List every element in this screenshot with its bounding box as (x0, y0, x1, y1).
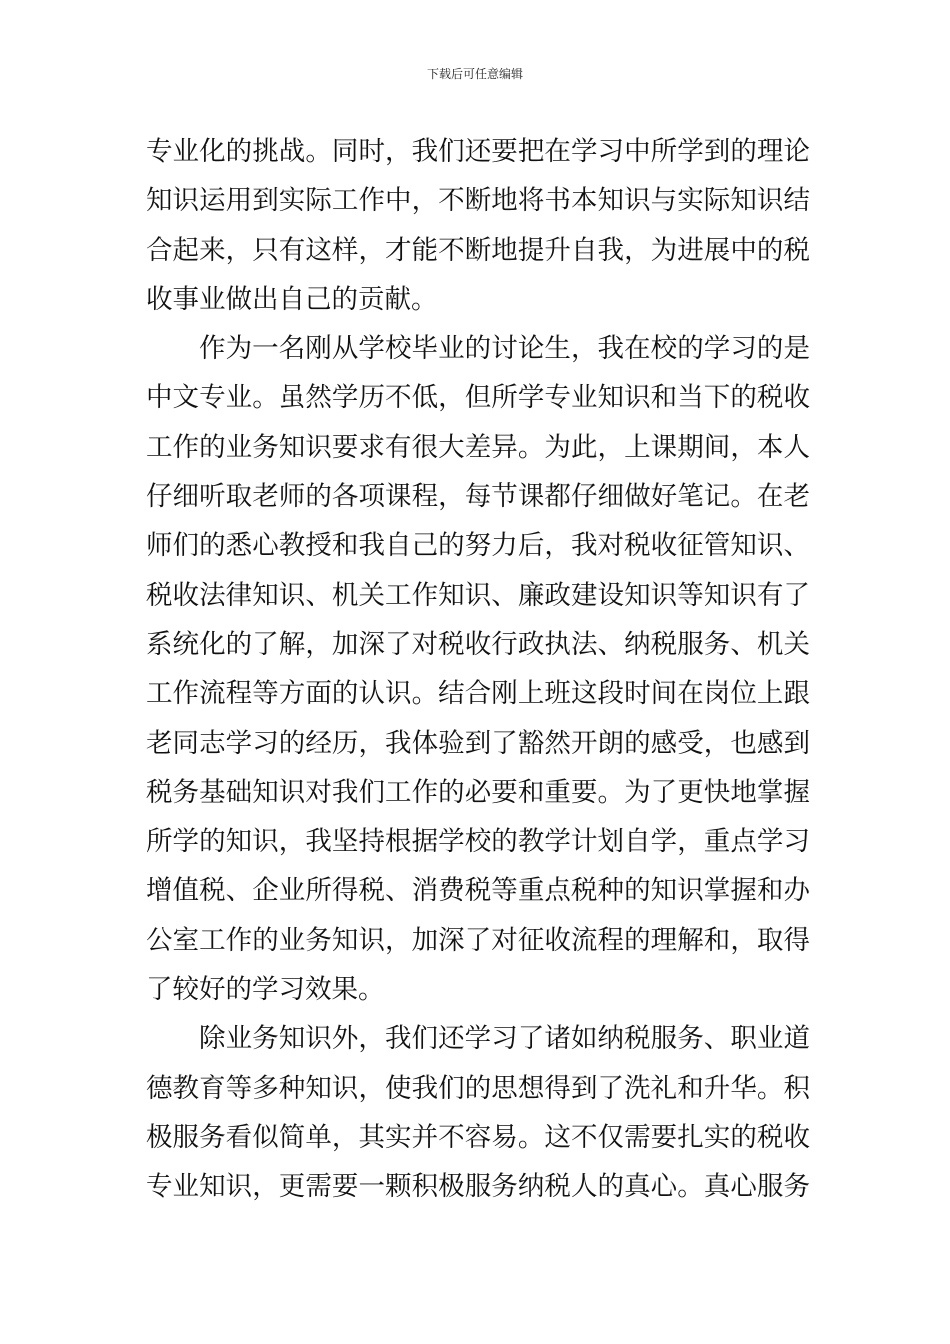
text-line: 仔细听取老师的各项课程，每节课都仔细做好笔记。在老 (146, 481, 810, 513)
text-line: 极服务看似简单，其实并不容易。这不仅需要扎实的税收 (146, 1121, 810, 1153)
document-body (146, 127, 810, 1212)
text-line: 中文专业。虽然学历不低，但所学专业知识和当下的税收 (146, 382, 810, 414)
text-line: 了较好的学习效果。 (146, 974, 385, 1006)
text-line: 专业知识，更需要一颗积极服务纳税人的真心。真心服务 (146, 1171, 810, 1203)
text-line: 老同志学习的经历，我体验到了豁然开朗的感受，也感到 (146, 727, 810, 759)
page-header: 下载后可任意编辑 (426, 67, 523, 81)
text-line: 公室工作的业务知识，加深了对征收流程的理解和，取得 (146, 924, 810, 956)
text-line: 系统化的了解，加深了对税收行政执法、纳税服务、机关 (146, 628, 810, 660)
text-line: 所学的知识，我坚持根据学校的教学计划自学，重点学习 (146, 826, 810, 858)
text-line: 工作的业务知识要求有很大差异。为此，上课期间，本人 (146, 431, 810, 463)
text-line: 收事业做出自己的贡献。 (146, 283, 438, 315)
text-line: 税收法律知识、机关工作知识、廉政建设知识等知识有了 (146, 579, 810, 611)
text-line: 税务基础知识对我们工作的必要和重要。为了更快地掌握 (146, 776, 810, 808)
paragraph-first-line: 除业务知识外，我们还学习了诸如纳税服务、职业道 (199, 1023, 810, 1055)
text-line: 增值税、企业所得税、消费税等重点税种的知识掌握和办 (146, 875, 810, 907)
text-line: 工作流程等方面的认识。结合刚上班这段时间在岗位上跟 (146, 678, 810, 710)
paragraph-first-line: 作为一名刚从学校毕业的讨论生，我在校的学习的是 (199, 333, 810, 365)
text-line: 知识运用到实际工作中，不断地将书本知识与实际知识结 (146, 185, 810, 217)
text-line: 专业化的挑战。同时，我们还要把在学习中所学到的理论 (146, 136, 810, 167)
text-line: 德教育等多种知识，使我们的思想得到了洗礼和升华。积 (146, 1072, 810, 1104)
text-line: 师们的悉心教授和我自己的努力后，我对税收征管知识、 (146, 530, 810, 562)
text-line: 合起来，只有这样，才能不断地提升自我，为进展中的税 (146, 234, 810, 266)
